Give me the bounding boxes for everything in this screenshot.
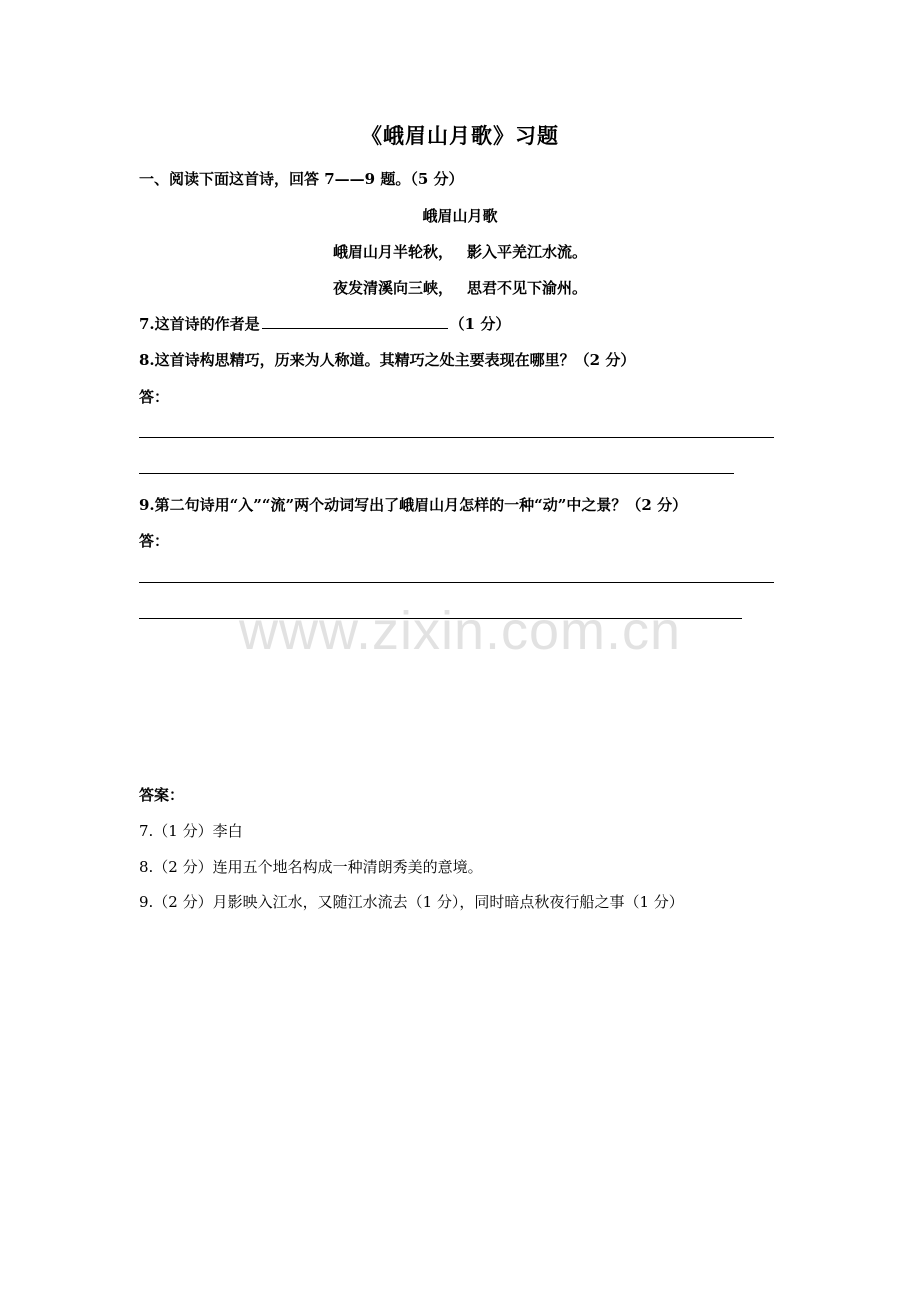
poem-title: 峨眉山月歌 bbox=[422, 207, 498, 225]
poem-line-1 bbox=[0, 241, 920, 262]
answers-heading: 答案： bbox=[139, 786, 185, 804]
poem-line-2-second-half: 思君不见下渝州。 bbox=[467, 279, 588, 297]
watermark: www.zixin.com.cn bbox=[238, 601, 682, 661]
poem-line-2 bbox=[0, 277, 920, 298]
question-7-prefix: 7.这首诗的作者是 bbox=[139, 315, 260, 333]
section-heading: 一、阅读下面这首诗，回答 7——9 题。（5 分） bbox=[139, 170, 464, 188]
question-9-answer-label: 答： bbox=[139, 532, 170, 550]
question-7-score: （1 分） bbox=[449, 315, 511, 333]
page-title: 《峨眉山月歌》习题 bbox=[361, 123, 559, 148]
question-9: 9.第二句诗用“入”“流”两个动词写出了峨眉山月怎样的一种“动”中之景？（2 分） bbox=[139, 496, 688, 514]
answer-item-9: 9.（2 分）月影映入江水，又随江水流去（1 分），同时暗点秋夜行船之事（1 分） bbox=[139, 893, 684, 911]
poem-line-1-second-half: 影入平羌江水流。 bbox=[467, 243, 588, 261]
question-7-answer-blank[interactable] bbox=[262, 314, 448, 329]
answer-item-7: 7.（1 分）李白 bbox=[139, 822, 243, 840]
question-8-answer-line-1[interactable] bbox=[139, 437, 774, 438]
question-8: 8.这首诗构思精巧，历来为人称道。其精巧之处主要表现在哪里？（2 分） bbox=[139, 351, 636, 369]
question-8-answer-line-2[interactable] bbox=[139, 473, 734, 474]
poem-line-2-first-half: 夜发清溪向三峡， bbox=[332, 279, 453, 297]
question-9-answer-line-1[interactable] bbox=[139, 582, 774, 583]
answer-item-8: 8.（2 分）连用五个地名构成一种清朗秀美的意境。 bbox=[139, 858, 483, 876]
question-8-answer-label: 答： bbox=[139, 388, 170, 406]
poem-line-1-first-half: 峨眉山月半轮秋， bbox=[332, 243, 453, 261]
question-9-answer-line-2[interactable] bbox=[139, 618, 742, 619]
question-7 bbox=[139, 313, 510, 334]
